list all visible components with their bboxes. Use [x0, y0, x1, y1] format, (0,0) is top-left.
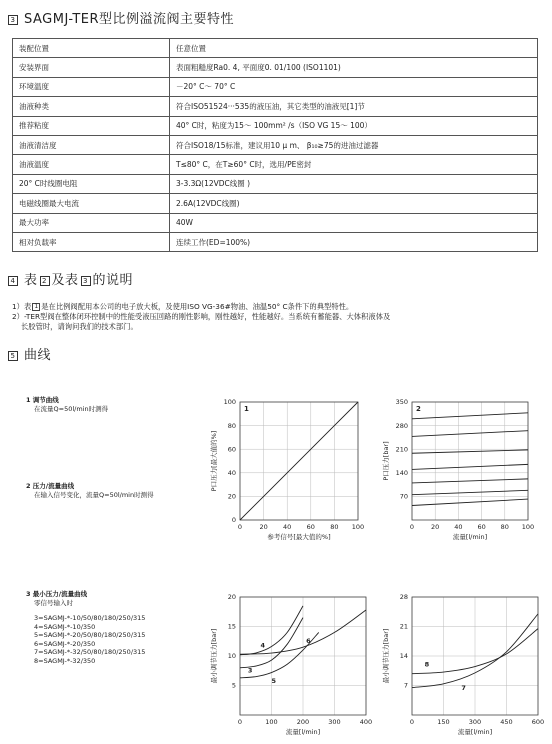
section-4-box-1: 2 [40, 276, 50, 286]
spec-table [12, 38, 538, 252]
spec-key: 最大功率 [13, 213, 170, 232]
spec-row [13, 194, 538, 213]
spec-row [13, 135, 538, 154]
y-tick-label: 100 [223, 398, 236, 407]
spec-key: 安装界面 [13, 58, 170, 77]
spec-row [13, 39, 538, 58]
spec-value: 40° C时，粘度为15～ 100mm² /s（ISO VG 15～ 100） [170, 116, 538, 135]
y-axis-label: P口压力[最大值的%] [210, 430, 218, 492]
spec-value: 符合ISO51524···535的液压油，其它类型的油液见[1]节 [170, 97, 538, 116]
caption-3-model-line: 7=SAGMJ-*-32/50/80/180/250/315 [34, 648, 146, 657]
x-tick-label: 40 [283, 523, 292, 531]
caption-1 [26, 396, 108, 414]
spec-value: T≤80° C，在T≥60° C时，选用/PE密封 [170, 155, 538, 174]
y-tick-label: 140 [395, 469, 408, 477]
series-line [240, 402, 358, 520]
x-tick-label: 20 [259, 523, 268, 531]
x-tick-label: 100 [351, 523, 365, 531]
spec-row [13, 213, 538, 232]
y-tick-label: 80 [227, 421, 236, 430]
caption-3-sub: 零信号输入时 [34, 599, 73, 607]
caption-3 [26, 590, 145, 666]
y-tick-label: 10 [227, 652, 236, 661]
note-1-prefix: 1）表 [12, 302, 32, 311]
x-axis-label: 流量[l/min] [452, 533, 488, 541]
series-line [412, 450, 528, 453]
x-tick-label: 0 [409, 523, 415, 531]
x-axis-label: 流量[l/min] [285, 728, 321, 736]
spec-row [13, 116, 538, 135]
caption-2 [26, 482, 154, 500]
caption-3-model-line: 5=SAGMJ-*-20/50/80/180/250/315 [34, 631, 146, 640]
spec-key: 环境温度 [13, 77, 170, 96]
series-label: 7 [461, 684, 466, 693]
x-tick-label: 0 [409, 718, 415, 726]
caption-2-sub: 在输入信号变化，流量Q=50l/min时测得 [34, 491, 154, 499]
y-tick-label: 210 [395, 445, 408, 454]
spec-key: 装配位置 [13, 39, 170, 58]
y-tick-label: 280 [395, 421, 408, 430]
x-tick-label: 80 [330, 523, 339, 531]
spec-key: 20° C时线圈电阻 [13, 174, 170, 193]
spec-key: 电磁线圈最大电流 [13, 194, 170, 213]
note-1-box: 1 [32, 303, 40, 311]
series-label: 4 [260, 641, 266, 650]
y-axis-label: 最小调节压力[bar] [382, 628, 390, 684]
x-tick-label: 400 [359, 718, 373, 726]
caption-1-sub: 在流量Q=50l/min时测得 [34, 405, 109, 413]
spec-value: 表面粗糙度Ra0. 4, 平面度0. 01/100 (ISO1101) [170, 58, 538, 77]
series-label: 6 [306, 637, 311, 646]
section-4-text-mid: 及表 [51, 273, 79, 288]
x-axis-label: 参考信号[最大值的%] [267, 533, 331, 541]
panel-label: 2 [416, 405, 421, 413]
spec-row [13, 174, 538, 193]
x-tick-label: 20 [431, 523, 440, 531]
spec-value: 任意位置 [170, 39, 538, 58]
y-tick-label: 20 [227, 492, 236, 501]
note-2: 2）-TER型阀在整体闭环控制中的性能受液压回路的刚性影响，刚性越好，性能越好。当系统有蓄能器、大体积液体及 [12, 312, 391, 321]
note-1-text: 是在比例阀配用本公司的电子放大板，及使用ISO VG-36#物油、油温50° C条件下的典型特性。 [41, 302, 354, 311]
x-tick-label: 200 [296, 718, 310, 726]
chart-min-pressure-a [206, 590, 374, 740]
spec-value: 连续工作(ED=100%) [170, 232, 538, 251]
y-tick-label: 60 [227, 445, 236, 454]
series-line [412, 413, 528, 419]
chart-min-pressure-b [378, 590, 546, 740]
y-tick-label: 5 [231, 681, 236, 690]
section-3-title [8, 8, 234, 27]
y-tick-label: 0 [231, 516, 236, 525]
x-tick-label: 60 [477, 523, 486, 531]
x-tick-label: 0 [237, 718, 243, 726]
x-tick-label: 300 [328, 718, 341, 726]
y-tick-label: 7 [403, 681, 408, 690]
chart-regulation [206, 396, 374, 548]
x-tick-label: 60 [306, 523, 315, 531]
x-tick-label: 40 [454, 523, 463, 531]
y-tick-label: 28 [399, 593, 408, 602]
note-1 [12, 302, 353, 312]
panel-label: 1 [244, 405, 249, 413]
y-tick-label: 40 [227, 469, 236, 477]
y-axis-label: P口压力[bar] [382, 441, 390, 481]
x-tick-label: 600 [531, 718, 545, 726]
series-label: 3 [247, 666, 253, 675]
series-line [412, 464, 528, 469]
y-tick-label: 15 [227, 622, 236, 631]
spec-value: －20° C～ 70° C [170, 77, 538, 96]
caption-3-model-line: 4=SAGMJ-*-10/350 [34, 622, 96, 631]
spec-key: 油液种类 [13, 97, 170, 116]
caption-3-model-line: 6=SAGMJ-*-20/350 [34, 639, 96, 648]
series-line [412, 431, 528, 437]
chart-pressure-flow [378, 396, 538, 548]
spec-key: 油液清洁度 [13, 135, 170, 154]
spec-value: 3-3.3Ω(12VDC线圈 ) [170, 174, 538, 193]
section-3-number: 3 [8, 15, 18, 25]
section-5-heading: 曲线 [24, 348, 52, 363]
caption-3-model-line: 8=SAGMJ-*-32/350 [34, 656, 96, 665]
y-axis-label: 最小调节压力[bar] [210, 628, 218, 684]
spec-row [13, 97, 538, 116]
spec-row [13, 232, 538, 251]
note-2-cont: 长胶管时，请询问我们的技术部门。 [21, 322, 138, 331]
x-tick-label: 100 [265, 718, 278, 726]
spec-value: 40W [170, 213, 538, 232]
spec-row [13, 77, 538, 96]
caption-3-model-line: 3=SAGMJ-*-10/50/80/180/250/315 [34, 614, 146, 622]
x-tick-label: 100 [521, 523, 535, 531]
y-tick-label: 70 [399, 492, 408, 501]
y-tick-label: 20 [227, 593, 236, 602]
y-tick-label: 350 [395, 398, 408, 407]
section-4-title [8, 269, 133, 288]
x-tick-label: 450 [500, 718, 513, 726]
series-line [412, 499, 528, 505]
y-tick-label: 14 [399, 652, 408, 661]
spec-key: 油液温度 [13, 155, 170, 174]
x-axis-label: 流量[l/min] [457, 728, 493, 736]
spec-value: 符合ISO18/15标准，建议用10 μ m、 β₁₀≥75的进油过滤器 [170, 135, 538, 154]
series-line [412, 479, 528, 483]
spec-key: 相对负载率 [13, 232, 170, 251]
x-tick-label: 300 [468, 718, 482, 726]
series-line [412, 490, 528, 494]
x-tick-label: 80 [500, 523, 509, 531]
caption-1-title: 1 调节曲线 [26, 396, 59, 404]
y-tick-label: 21 [399, 622, 408, 631]
section-3-heading: SAGMJ-TER型比例溢流阀主要特性 [24, 12, 235, 27]
caption-3-title: 3 最小压力/流量曲线 [26, 590, 88, 598]
spec-row [13, 155, 538, 174]
spec-key: 推荐粘度 [13, 116, 170, 135]
section-5-number: 5 [8, 351, 18, 361]
section-4-box-2: 3 [81, 276, 91, 286]
caption-2-title: 2 压力/流量曲线 [26, 482, 75, 490]
series-label: 8 [424, 660, 430, 669]
x-tick-label: 150 [437, 718, 450, 726]
section-4-number: 4 [8, 276, 18, 286]
section-5-title [8, 344, 51, 363]
section-4-text-post: 的说明 [92, 273, 134, 288]
spec-row [13, 58, 538, 77]
spec-value: 2.6A(12VDC线圈) [170, 194, 538, 213]
series-label: 5 [271, 677, 277, 686]
section-4-text-pre: 表 [24, 273, 38, 288]
x-tick-label: 0 [237, 523, 243, 531]
